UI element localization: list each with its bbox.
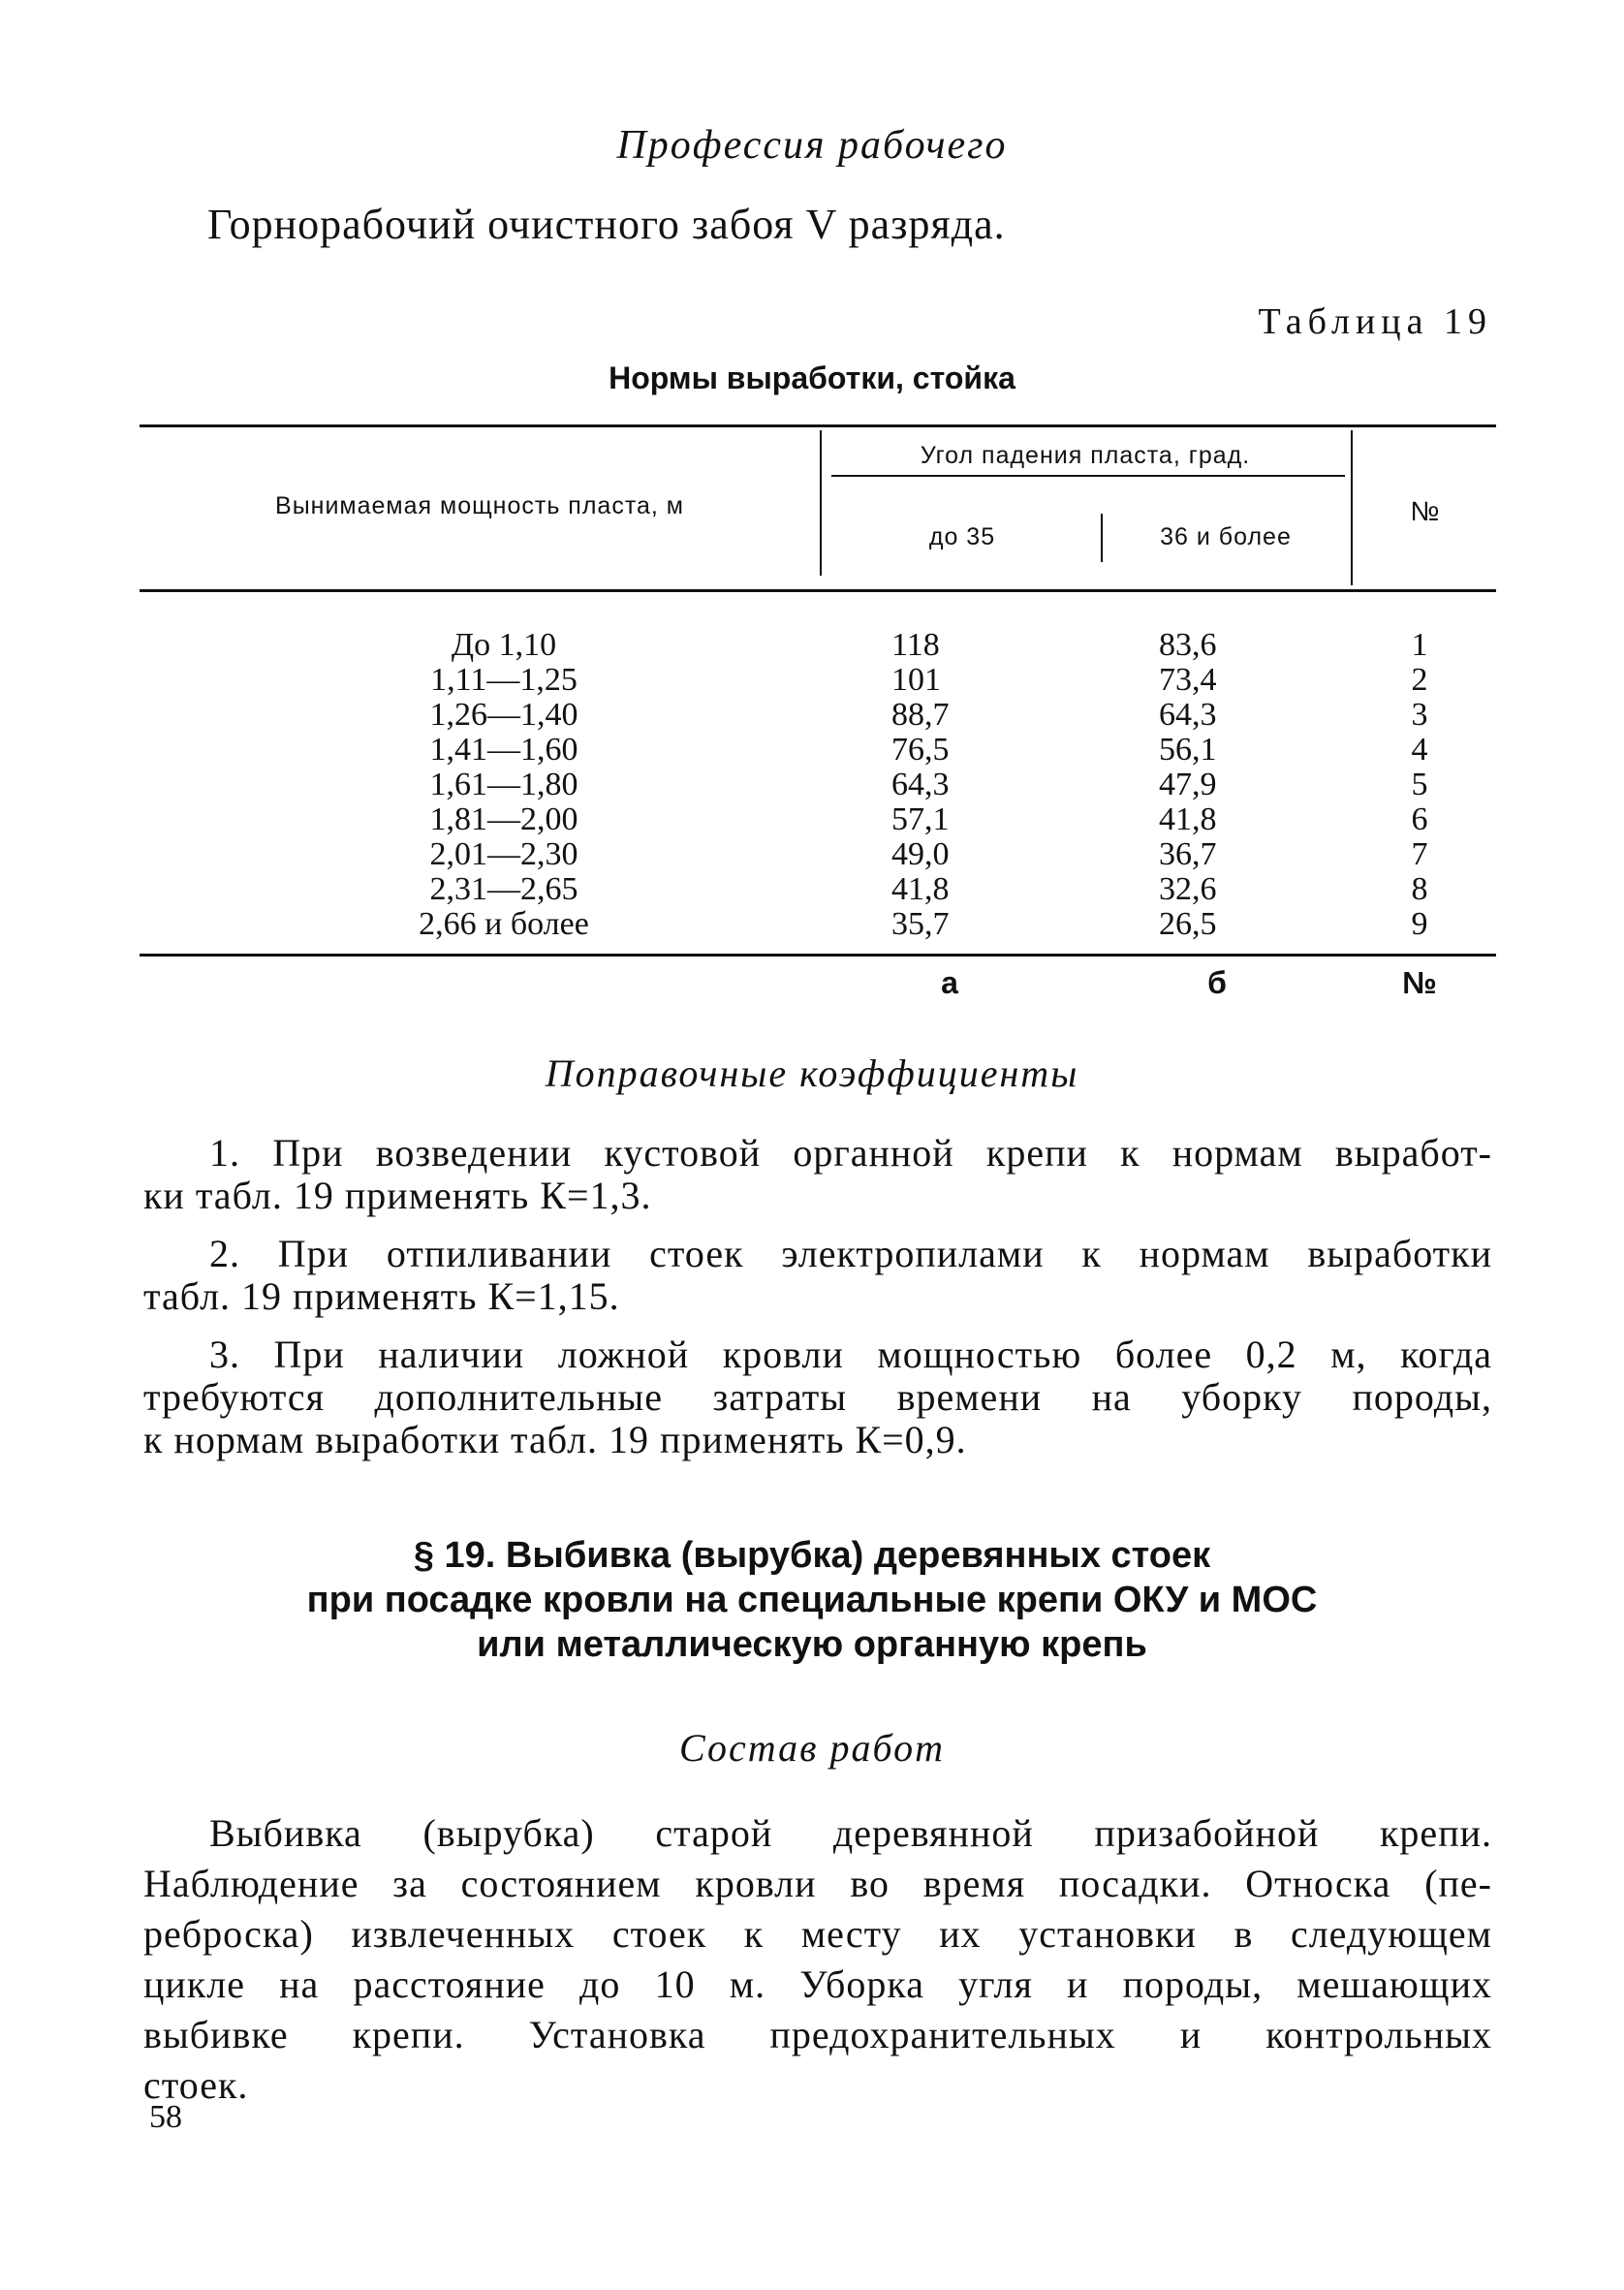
table-cell: 8	[1411, 871, 1428, 907]
table-cell: 118	[891, 627, 940, 663]
coefficient-item-3	[143, 1333, 1492, 1461]
angle-group-rule	[831, 475, 1345, 477]
header-angle-group: Угол падения пласта, град.	[920, 442, 1251, 469]
table-cell: 2,01—2,30	[429, 836, 578, 872]
profession-text: Горнорабочий очистного забоя V разряда.	[207, 201, 1006, 248]
table-cell: 73,4	[1159, 662, 1217, 698]
table-cell: 1,81—2,00	[429, 801, 578, 837]
coefficients-heading: Поправочные коэффициенты	[545, 1051, 1079, 1095]
table-cell: 88,7	[891, 697, 950, 733]
table-cell: 1,11—1,25	[430, 662, 578, 698]
table-cell: 36,7	[1159, 836, 1217, 872]
paragraph-line: 2. При отпиливании стоек электропилами к нормам выработки	[209, 1232, 1492, 1275]
header-divider-right	[1351, 430, 1353, 585]
table-title: Нормы выработки, стойка	[609, 361, 1015, 395]
coefficient-item-1	[143, 1132, 1492, 1217]
table-cell: 41,8	[1159, 801, 1217, 837]
table-cell: 56,1	[1159, 732, 1217, 768]
table-cell: 3	[1411, 697, 1428, 733]
table-cell: До 1,10	[451, 627, 557, 663]
section-heading-line: § 19. Выбивка (вырубка) деревянных стоек	[413, 1535, 1211, 1576]
table-cell: 1,26—1,40	[429, 697, 578, 733]
table-cell: 2,31—2,65	[429, 871, 578, 907]
section-heading	[0, 1533, 1624, 1667]
header-col-b: 36 и более	[1160, 523, 1292, 550]
coefficient-item-2	[143, 1233, 1492, 1318]
table-cell: 9	[1411, 906, 1428, 942]
table-cell: 4	[1411, 732, 1428, 768]
table-cell: 5	[1411, 767, 1428, 802]
paragraph-line: табл. 19 применять К=1,15.	[143, 1274, 620, 1318]
table-cell: 101	[891, 662, 941, 698]
table-cell: 76,5	[891, 732, 950, 768]
paragraph-line: 1. При возведении кустовой органной крепи к нормам выработ-	[209, 1131, 1492, 1175]
paragraph-line: цикле на расстояние до 10 м. Уборка угля и породы, мешающих	[143, 1962, 1492, 2006]
table-bottom-rule	[140, 954, 1496, 957]
table-top-rule	[140, 424, 1496, 427]
table-cell: 32,6	[1159, 871, 1217, 907]
table-cell: 64,3	[1159, 697, 1217, 733]
page-number: 58	[149, 2099, 182, 2135]
paragraph-line: к нормам выработки табл. 19 применять К=0,9.	[143, 1418, 967, 1461]
paragraph-line: ки табл. 19 применять К=1,3.	[143, 1174, 652, 1217]
footer-col-b: б	[1207, 965, 1227, 1000]
paragraph-line: стоек.	[143, 2063, 249, 2107]
table-cell: 26,5	[1159, 906, 1217, 942]
column-thickness	[339, 628, 669, 942]
header-divider-left	[820, 430, 822, 576]
paragraph-line: требуются дополнительные затраты времени на уборку породы,	[143, 1375, 1492, 1419]
profession-heading: Профессия рабочего	[616, 123, 1008, 168]
header-thickness: Вынимаемая мощность пласта, м	[275, 492, 684, 519]
composition-text	[143, 1808, 1492, 2111]
table-cell: 41,8	[891, 871, 950, 907]
table-cell: 1	[1411, 627, 1428, 663]
table-cell: 6	[1411, 801, 1428, 837]
table-cell: 2,66 и более	[419, 906, 589, 942]
composition-heading: Состав работ	[679, 1726, 945, 1770]
footer-col-number: №	[1402, 965, 1437, 1000]
column-number	[1386, 628, 1453, 942]
table-cell: 64,3	[891, 767, 950, 802]
table-cell: 7	[1411, 836, 1428, 872]
paragraph-line: 3. При наличии ложной кровли мощностью более 0,2 м, когда	[209, 1333, 1492, 1376]
table-cell: 2	[1411, 662, 1428, 698]
paragraph-line: выбивке крепи. Установка предохранительных и контрольных	[143, 2013, 1492, 2056]
header-col-number: №	[1410, 496, 1441, 526]
header-col-a: до 35	[928, 523, 996, 550]
table-cell: 47,9	[1159, 767, 1217, 802]
paragraph-line: реброска) извлеченных стоек к месту их установки в следующем	[143, 1912, 1492, 1956]
paragraph-line: Выбивка (вырубка) старой деревянной призабойной крепи.	[209, 1811, 1492, 1855]
paragraph-line: Наблюдение за состоянием кровли во время посадки. Относка (пе-	[143, 1862, 1492, 1905]
table-cell: 83,6	[1159, 627, 1217, 663]
footer-col-a: а	[941, 965, 958, 1000]
table-cell: 57,1	[891, 801, 950, 837]
column-a	[891, 628, 1008, 942]
table-cell: 35,7	[891, 906, 950, 942]
section-heading-line: или металлическую органную крепь	[477, 1624, 1147, 1665]
table-cell: 1,61—1,80	[429, 767, 578, 802]
column-b	[1159, 628, 1275, 942]
table-header-rule	[140, 589, 1496, 592]
table-cell: 49,0	[891, 836, 950, 872]
table-label: Таблица 19	[1258, 301, 1492, 342]
table-cell: 1,41—1,60	[429, 732, 578, 768]
angle-subcolumn-divider	[1101, 514, 1103, 562]
section-heading-line: при посадке кровли на специальные крепи ОКУ и МОС	[306, 1580, 1318, 1620]
